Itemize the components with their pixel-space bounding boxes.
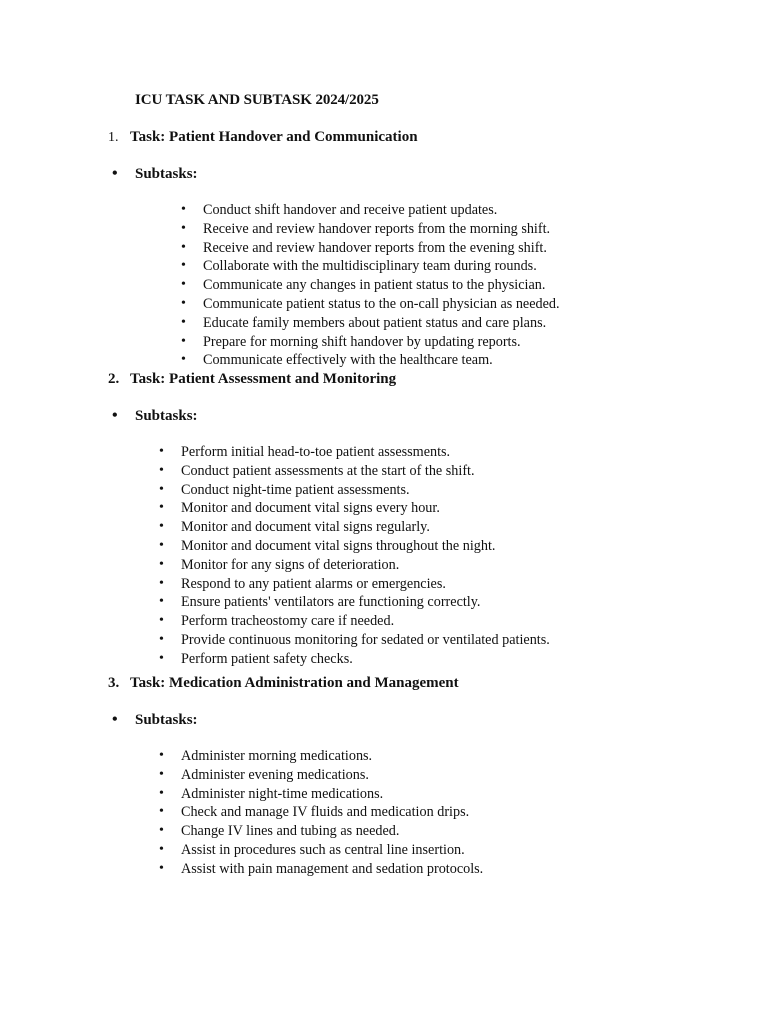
- bullet-icon: •: [159, 613, 164, 629]
- bullet-icon: •: [159, 841, 164, 857]
- bullet-icon: •: [159, 556, 164, 572]
- list-item-text: Perform tracheostomy care if needed.: [181, 613, 395, 630]
- list-item-text: Monitor and document vital signs throughout the night.: [181, 537, 496, 554]
- list-item: [159, 860, 484, 879]
- subtasks-label: Subtasks:: [135, 408, 198, 424]
- list-item-text: Communicate any changes in patient status to the physician.: [203, 277, 546, 294]
- list-item-text: Monitor and document vital signs regularly.: [181, 519, 430, 536]
- list-item: [159, 537, 550, 556]
- list-item-text: Receive and review handover reports from the morning shift.: [203, 220, 551, 237]
- subtasks-label: Subtasks:: [135, 166, 198, 182]
- list-item-text: Assist with pain management and sedation protocols.: [181, 860, 484, 877]
- list-item: [159, 650, 550, 669]
- bullet-icon: •: [181, 220, 186, 236]
- bullet-icon: •: [181, 239, 186, 255]
- bullet-icon: •: [159, 650, 164, 666]
- list-item-text: Assist in procedures such as central line insertion.: [181, 841, 465, 858]
- task-3: [108, 675, 459, 692]
- bullet-icon: •: [112, 165, 118, 182]
- list-item: [159, 766, 483, 785]
- list-item: [181, 314, 560, 333]
- bullet-icon: •: [159, 804, 164, 820]
- bullet-icon: •: [112, 407, 118, 424]
- list-item-text: Change IV lines and tubing as needed.: [181, 823, 400, 840]
- list-item-text: Conduct night-time patient assessments.: [181, 481, 410, 498]
- list-item: [181, 276, 560, 295]
- list-item: [181, 333, 560, 352]
- list-item: [181, 220, 560, 239]
- list-item: [159, 443, 550, 462]
- bullet-icon: •: [159, 575, 164, 591]
- list-item: [159, 518, 550, 537]
- list-item-text: Communicate effectively with the healthcare team.: [203, 352, 493, 369]
- bullet-icon: •: [181, 352, 186, 368]
- subtasks-heading-1: [112, 165, 198, 183]
- list-item-text: Collaborate with the multidisciplinary team during rounds.: [203, 258, 537, 275]
- list-item: [159, 612, 550, 631]
- list-item: [181, 295, 560, 314]
- list-item: [181, 257, 560, 276]
- list-item: [181, 351, 560, 370]
- list-item: [159, 556, 550, 575]
- task-1: [108, 129, 418, 146]
- subtask-list-3: [159, 747, 484, 879]
- list-item-text: Check and manage IV fluids and medication drips.: [181, 804, 470, 821]
- bullet-icon: •: [159, 748, 164, 763]
- list-item-text: Monitor for any signs of deterioration.: [181, 556, 400, 573]
- list-item-text: Communicate patient status to the on-call physician as needed.: [203, 295, 560, 312]
- task-number: 3.: [108, 675, 120, 691]
- bullet-icon: •: [159, 481, 164, 497]
- bullet-icon: •: [159, 444, 164, 459]
- list-item: [159, 631, 550, 650]
- bullet-icon: •: [112, 711, 118, 728]
- list-item-text: Respond to any patient alarms or emergencies.: [181, 575, 446, 592]
- list-item: [159, 593, 550, 612]
- bullet-icon: •: [181, 258, 186, 274]
- list-item-text: Ensure patients' ventilators are functioning correctly.: [181, 594, 481, 611]
- list-item-text: Receive and review handover reports from the evening shift.: [203, 239, 547, 256]
- task-2: [108, 371, 396, 388]
- bullet-icon: •: [181, 202, 186, 217]
- bullet-icon: •: [181, 314, 186, 330]
- bullet-icon: •: [159, 519, 164, 535]
- list-item: [159, 462, 550, 481]
- bullet-icon: •: [159, 766, 164, 782]
- subtasks-heading-2: [112, 407, 198, 425]
- subtask-list-1: [181, 201, 560, 370]
- list-item: [159, 785, 483, 804]
- subtask-list-2: [159, 443, 550, 669]
- list-item: [159, 803, 483, 822]
- list-item-text: Perform patient safety checks.: [181, 650, 353, 667]
- bullet-icon: •: [181, 277, 186, 293]
- list-item-text: Administer evening medications.: [181, 766, 369, 783]
- list-item-text: Educate family members about patient status and care plans.: [203, 314, 547, 331]
- bullet-icon: •: [181, 333, 186, 349]
- list-item: [159, 747, 483, 766]
- bullet-icon: •: [159, 785, 164, 801]
- list-item-text: Administer night-time medications.: [181, 785, 384, 802]
- bullet-icon: •: [159, 823, 164, 839]
- list-item: [159, 841, 483, 860]
- task-number: 2.: [108, 371, 120, 387]
- list-item-text: Conduct patient assessments at the start of the shift.: [181, 462, 475, 479]
- bullet-icon: •: [159, 500, 164, 516]
- subtasks-label: Subtasks:: [135, 712, 198, 728]
- bullet-icon: •: [159, 860, 164, 876]
- task-label: Task: Medication Administration and Management: [130, 675, 459, 691]
- task-number: 1.: [108, 130, 119, 145]
- bullet-icon: •: [159, 594, 164, 610]
- list-item: [159, 499, 550, 518]
- list-item-text: Perform initial head-to-toe patient assessments.: [181, 444, 451, 460]
- list-item: [159, 481, 550, 500]
- bullet-icon: •: [159, 631, 164, 647]
- list-item-text: Monitor and document vital signs every hour.: [181, 500, 440, 517]
- list-item-text: Provide continuous monitoring for sedated or ventilated patients.: [181, 631, 550, 648]
- list-item-text: Conduct shift handover and receive patient updates.: [203, 202, 498, 218]
- task-label: Task: Patient Assessment and Monitoring: [130, 371, 397, 387]
- document-title: ICU TASK AND SUBTASK 2024/2025: [135, 92, 379, 108]
- bullet-icon: •: [159, 537, 164, 553]
- task-label: Task: Patient Handover and Communication: [130, 129, 418, 145]
- list-item-text: Administer morning medications.: [181, 748, 373, 764]
- bullet-icon: •: [159, 462, 164, 478]
- list-item: [159, 575, 550, 594]
- bullet-icon: •: [181, 295, 186, 311]
- list-item: [181, 239, 560, 258]
- list-item: [181, 201, 560, 220]
- subtasks-heading-3: [112, 711, 198, 729]
- list-item: [159, 822, 483, 841]
- list-item-text: Prepare for morning shift handover by updating reports.: [203, 333, 521, 350]
